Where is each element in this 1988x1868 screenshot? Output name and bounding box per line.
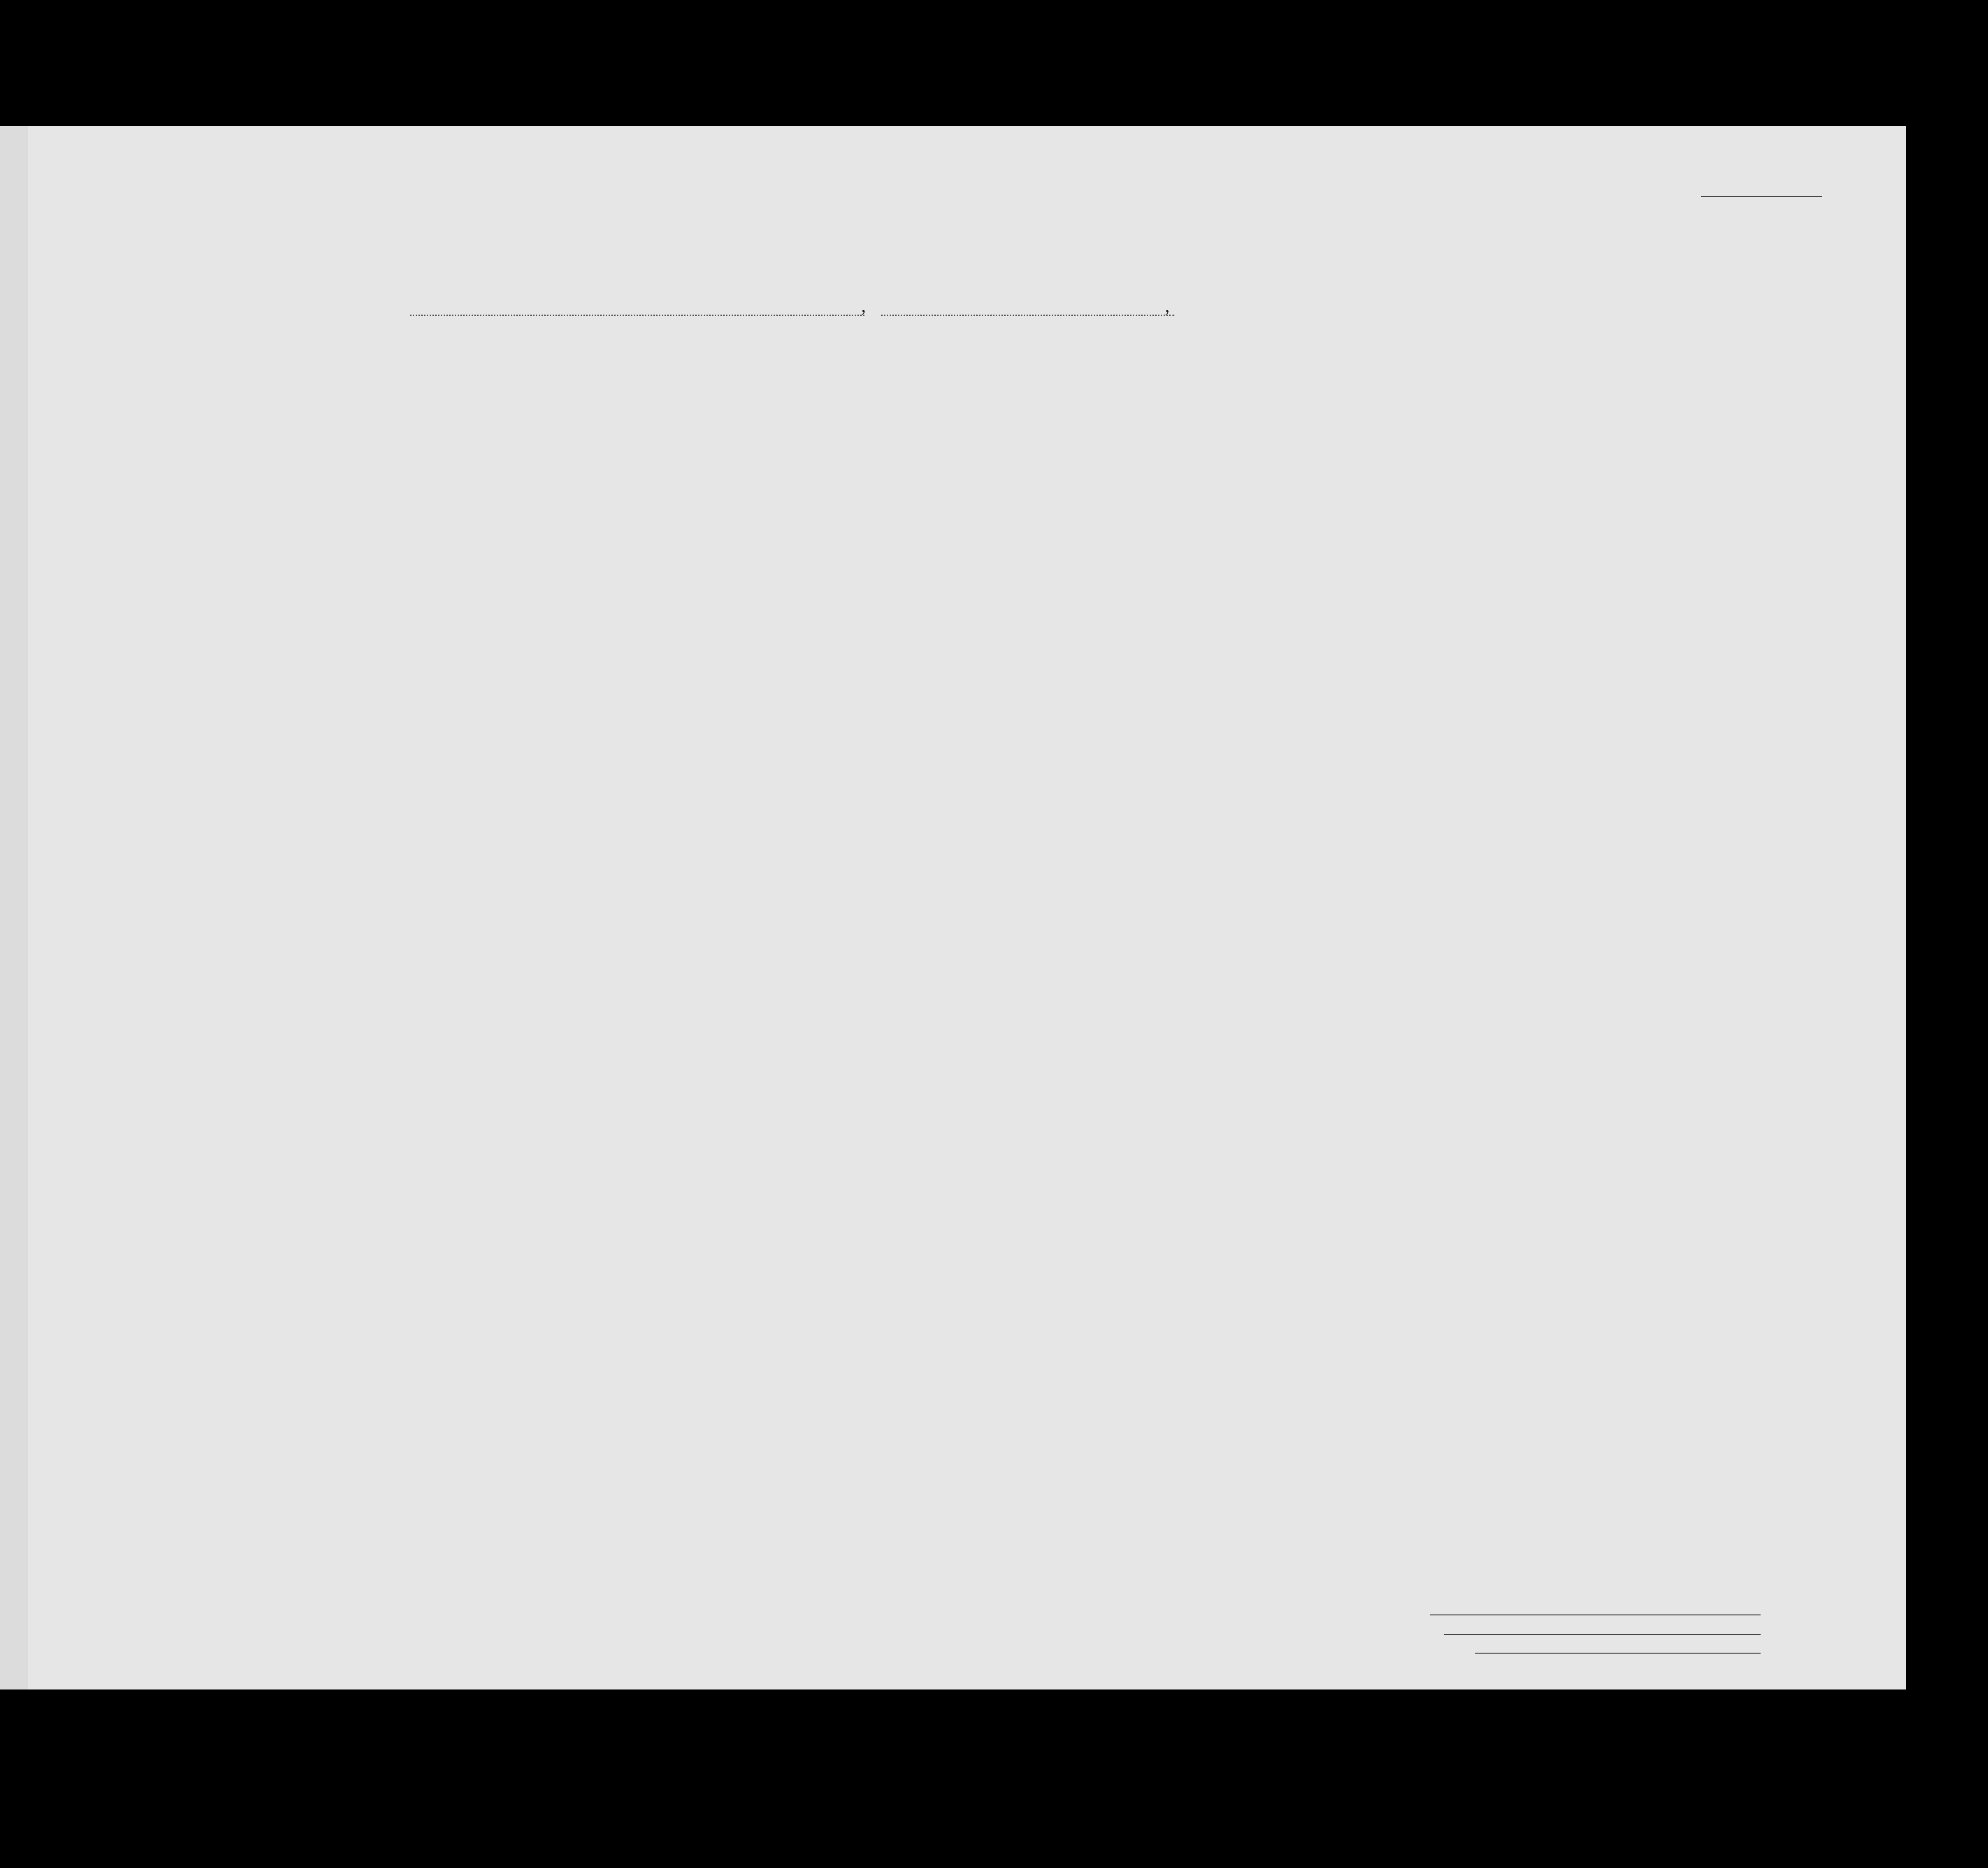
comma-separator-2: , (1165, 295, 1170, 316)
col21-header (729, 373, 753, 485)
col26-header (1286, 382, 1309, 485)
col34-feet-header (1574, 454, 1593, 482)
local-agents-underline (1475, 1653, 1761, 1654)
line-underline (1430, 1614, 1761, 1615)
col29-header (1391, 378, 1424, 485)
manifest-page (28, 126, 1906, 1689)
col25-header (1249, 382, 1284, 485)
col24b-header (1193, 396, 1219, 485)
col30-header (1424, 378, 1447, 485)
col24a-header (1149, 396, 1191, 485)
col24c-header (1219, 396, 1247, 485)
owners-underline (1444, 1634, 1761, 1635)
col31-header (1447, 378, 1468, 485)
col34-inches-header (1596, 450, 1615, 482)
port-dotted-line (410, 315, 864, 316)
col27-header (1312, 382, 1335, 485)
list-underline (1701, 196, 1822, 197)
col28-header (1337, 378, 1391, 485)
date-dotted-line (881, 315, 1174, 316)
col19-header (617, 373, 641, 485)
previous-page-edge (0, 126, 28, 1689)
comma-separator: , (861, 295, 866, 316)
